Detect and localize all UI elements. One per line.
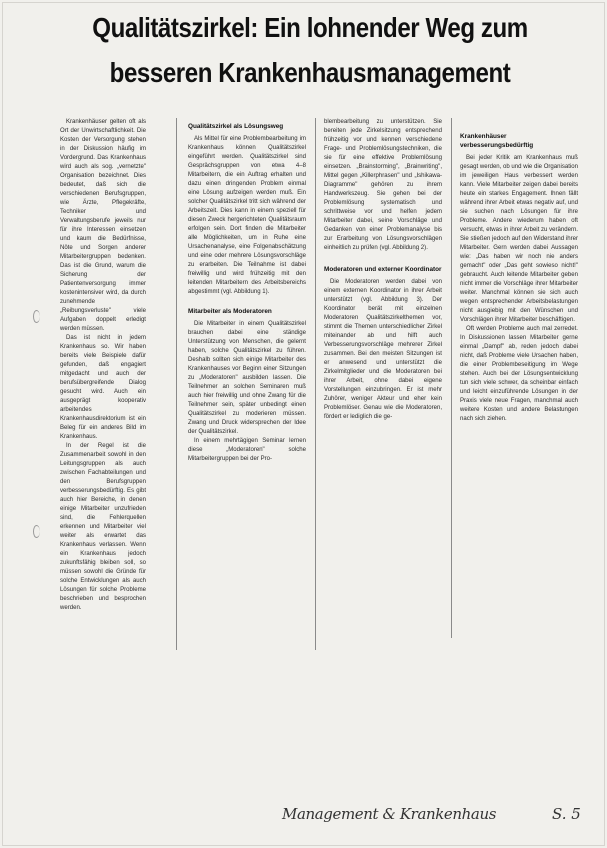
article-column-1 bbox=[60, 118, 146, 613]
paragraph: Krankenhäuser gelten oft als Ort der Unwirtschaftlichkeit. Die Kosten der Versorgung stehen in der Diskussion häufig im Vordergrund. Das Krankenhaus wird auch als sog. „vernetzte" Organisation bezeichnet. Dies bedeutet, daß sich die verschiedenen Berufsgruppen, wie Ärzte, Pflegekräfte, Techniker und Verwaltungsberufe jeweils nur für ihre Interessen einsetzen und kaum die Bedürfnisse, Nöte und Sorgen anderer Mitarbeitergruppen bedenken. Das ist die Grund, warum die Sicherung der Patientenversorgung immer kostenintensiver wird, da durch zunehmende „Reibungsverluste" viele Aufgaben doppelt erledigt werden müssen. bbox=[60, 119, 146, 332]
paragraph: Die Moderatoren werden dabei von einem externen Koordinator in ihrer Arbeit unterstützt (vgl. Abbildung 3). Der Koordinator berät mit einzelnen Moderatoren Qualitätszirkelthemen vor, stimmt die Themen unterschiedlicher Zirkel miteinander ab und hilft auch Verbesserungsvorschläge mehrerer Zirkel zusammen. Bei den meisten Sitzungen ist er anwesend und unterstützt die Zirkelmitglieder und die Moderatoren bei ihrer Arbeit, ohne dabei eigene Vorstellungen einzubringen. Er ist mehr Zuhörer, weniger Akteur und eher kein Problemlöser. Genau wie die Moderatoren, fördert er lediglich die ge- bbox=[324, 279, 442, 420]
article-column-4 bbox=[460, 118, 578, 424]
handwritten-page-number: S. 5 bbox=[552, 805, 581, 823]
section-heading: Mitarbeiter als Moderatoren bbox=[188, 308, 272, 315]
headline-line-2: besseren Krankenhausmanagement bbox=[109, 57, 511, 88]
article-column-2 bbox=[188, 118, 306, 464]
article-column-3 bbox=[324, 118, 442, 422]
section-heading: Krankenhäuser verbesserungsbedürftig bbox=[460, 133, 534, 149]
paragraph: Oft werden Probleme auch mal zerredet. In Diskussionen lassen Mitarbeiter gerne einmal „Dampf" ab, reden jedoch dabei nicht, daß Probleme viele Ursachen haben, die einer Problembeseitigung im Wege stehen. Auch bei der Lösungsentwicklung tun sich viele schwer, da scheinbar einfach und leicht einzuführende Lösungen in der Praxis viele neue Fragen, manchmal auch weitere Kosten und andere Belastungen nach sich ziehen. bbox=[460, 326, 578, 422]
paragraph: Die Mitarbeiter in einem Qualitätszirkel brauchen dabei eine ständige Unterstützung von Menschen, die gelernt haben, solche Qualitätszirkel zu führen. Deshalb sollten sich einige Mitarbeiter des Krankenhauses vor Beginn einer Sitzungen zu „Moderatoren" ausbilden lassen. Die Teilnehmer an solchen Seminaren muß auch hier freiwillig und ohne Zwang für die Teilnehmer sein, später unbedingt einen Qualitätszirkel zu moderieren müssen. Zwang und Druck widersprechen der Idee der Qualitätszirkel. bbox=[188, 321, 306, 435]
column-rule bbox=[176, 118, 177, 650]
column-rule bbox=[315, 118, 316, 650]
column-rule bbox=[451, 118, 452, 638]
paragraph: Als Mittel für eine Problembearbeitung im Krankenhaus können Qualitätszirkel eingeführt werden. Qualitätszirkel sind Gesprächsgruppen von etwa 4–8 Mitarbeitern, die ein Auftrag erhalten und dazu einen dringenden Problem einmal eine Lösung aufzeigen werden muß. Ein solcher Qualitätszirkel tritt sich während der Arbeitszeit. Dies kann in einem speziell für diesen Zweck hergerichteten Qualitätsraum erfolgen sein. Dort finden die Mitarbeiter alle Möglichkeiten, um in Ruhe eine Ursachenanalyse, eine Folgenabschätzung und eine oder mehrere Lösungsvorschläge zu erarbeiten. Die Teilnahme ist dabei freiwillig und wird frühzeitig mit den leitenden Mitarbeitern des Arbeitsbereichs abgestimmt (vgl. Abbildung 1). bbox=[188, 136, 306, 295]
handwritten-source-note: Management & Krankenhaus bbox=[282, 805, 497, 823]
punch-hole-mark bbox=[33, 525, 40, 538]
section-heading: Moderatoren und externer Koordinator bbox=[324, 266, 442, 273]
paragraph: In einem mehrtägigen Seminar lernen diese „Moderatoren" solche Mitarbeitergruppen bei der Pro- bbox=[188, 438, 306, 462]
paragraph: In der Regel ist die Zusammenarbeit sowohl in den Leitungsgruppen als auch zwischen Fachabteilungen und den Berufsgruppen verbesserungsbedürftig. Es gibt auch hier Bereiche, in denen einige Mitarbeiter unzufrieden sind, die Fehlerquellen erkennen und Mitarbeiter viel weiter als erwartet das Krankenhaus verlassen. Wenn ein Krankenhaus jedoch zukunftsfähig bleiben soll, so müssen sowohl die Gründe für solche Entwicklungen als auch Lösungen für solche Probleme beschrieben und besprochen werden. bbox=[60, 443, 146, 611]
section-heading: Qualitätszirkel als Lösungsweg bbox=[188, 123, 284, 130]
paragraph: blembearbeitung zu unterstützen. Sie bereiten jede Zirkelsitzung entsprechend frühzeitig vor und kennen verschiedene Frage- und Problemlösungstechniken, die sie für eine effektive Problemlösung einsetzen. „Brainstorming", „Brainwriting", Mittel gegen „Killerphrasen" und „Ishikawa-Diagramme" gehören zu ihrem Handwerkszeug. Sie gehen bei der Problemlösung systematisch und schrittweise vor und helfen jedem Mitarbeiter dabei, seine Vorschläge und Gedanken von einer Problemanalyse bis zur Erarbeitung von Lösungsvorschlägen einheitlich zu prüfen (vgl. Abbildung 2). bbox=[324, 119, 442, 251]
paragraph: Das ist nicht in jedem Krankenhaus so. Wir haben bereits viele Beispiele dafür gefunden, daß engagiert mitgedacht und auch der berufsübergreifende Dialog gesucht wird. Auch ein ausgeprägt kooperativ arbeitendes Krankenhausdirektorium ist ein Beleg für ein anderes Bild im Krankenhaus. bbox=[60, 335, 146, 440]
headline-line-1: Qualitätszirkel: Ein lohnender Weg zum bbox=[92, 12, 528, 43]
punch-hole-mark bbox=[33, 310, 40, 323]
paragraph: Bei jeder Kritik am Krankenhaus muß gesagt werden, ob und wie die Organisation im jeweiligen Haus verbessert werden kann. Viele Mitarbeiter zeigen dabei bereits heute ein starkes Engagement. Ihnen fällt während ihrer Arbeit etwas negativ auf, und sie suchen nach Lösungen für ihre Probleme. Andere wiederum haben oft versucht, etwas in ihrer Arbeit zu verändern. Sie stießen jedoch auf den Widerstand ihrer Mitarbeiter. Gern werden dabei Aussagen wie: „Das haben wir noch nie anders gemacht" oder „Das geht sowieso nicht!" gebraucht. Auch leitende Mitarbeiter geben nicht immer die Vorschläge ihrer Mitarbeiter weiter. Manchmal können sie sich auch wegen entsprechender Arbeitsbelastungen nicht ausgiebig mit den Wünschen und Vorschlägen ihrer Mitarbeiter beschäftigen. bbox=[460, 155, 578, 323]
